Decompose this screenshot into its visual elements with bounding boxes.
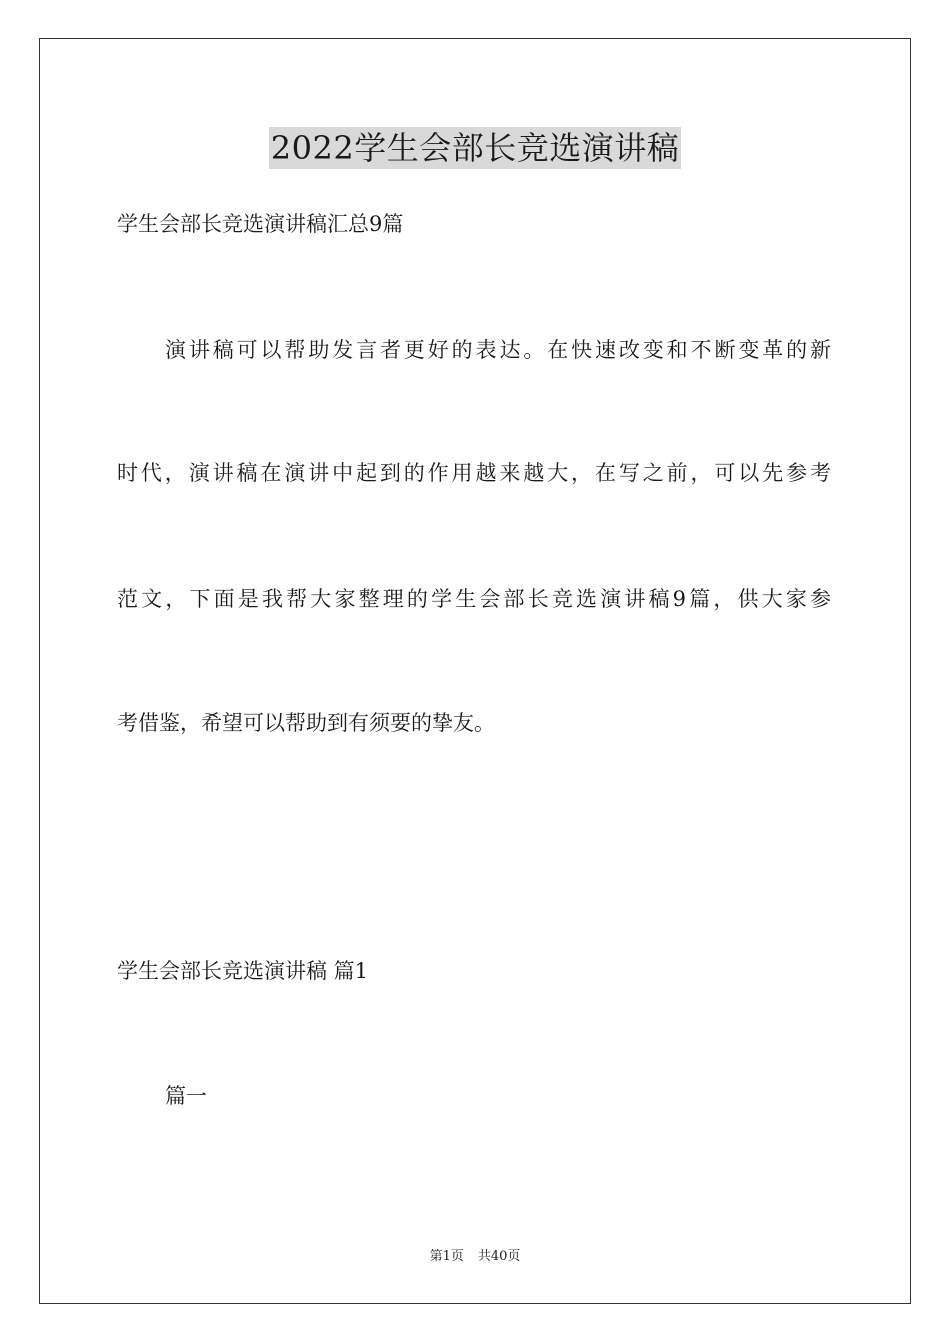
page-total: 共40页 bbox=[477, 1249, 521, 1264]
document-title bbox=[0, 127, 950, 169]
section-subheading: 篇一 bbox=[165, 1084, 207, 1108]
page-footer bbox=[0, 1248, 950, 1266]
page-number: 第1页 bbox=[429, 1249, 464, 1264]
section-heading: 学生会部长竞选演讲稿 篇1 bbox=[117, 959, 369, 983]
intro-paragraph-line: 范文，下面是我帮大家整理的学生会部长竞选演讲稿9篇，供大家参 bbox=[117, 587, 831, 611]
intro-paragraph-line: 时代，演讲稿在演讲中起到的作用越来越大，在写之前，可以先参考 bbox=[117, 461, 831, 485]
intro-paragraph-line: 考借鉴，希望可以帮助到有须要的挚友。 bbox=[117, 711, 495, 735]
document-subtitle: 学生会部长竞选演讲稿汇总9篇 bbox=[117, 212, 404, 236]
document-title-text: 2022学生会部长竞选演讲稿 bbox=[270, 129, 680, 167]
intro-paragraph-line: 演讲稿可以帮助发言者更好的表达。在快速改变和不断变革的新 bbox=[165, 338, 831, 362]
